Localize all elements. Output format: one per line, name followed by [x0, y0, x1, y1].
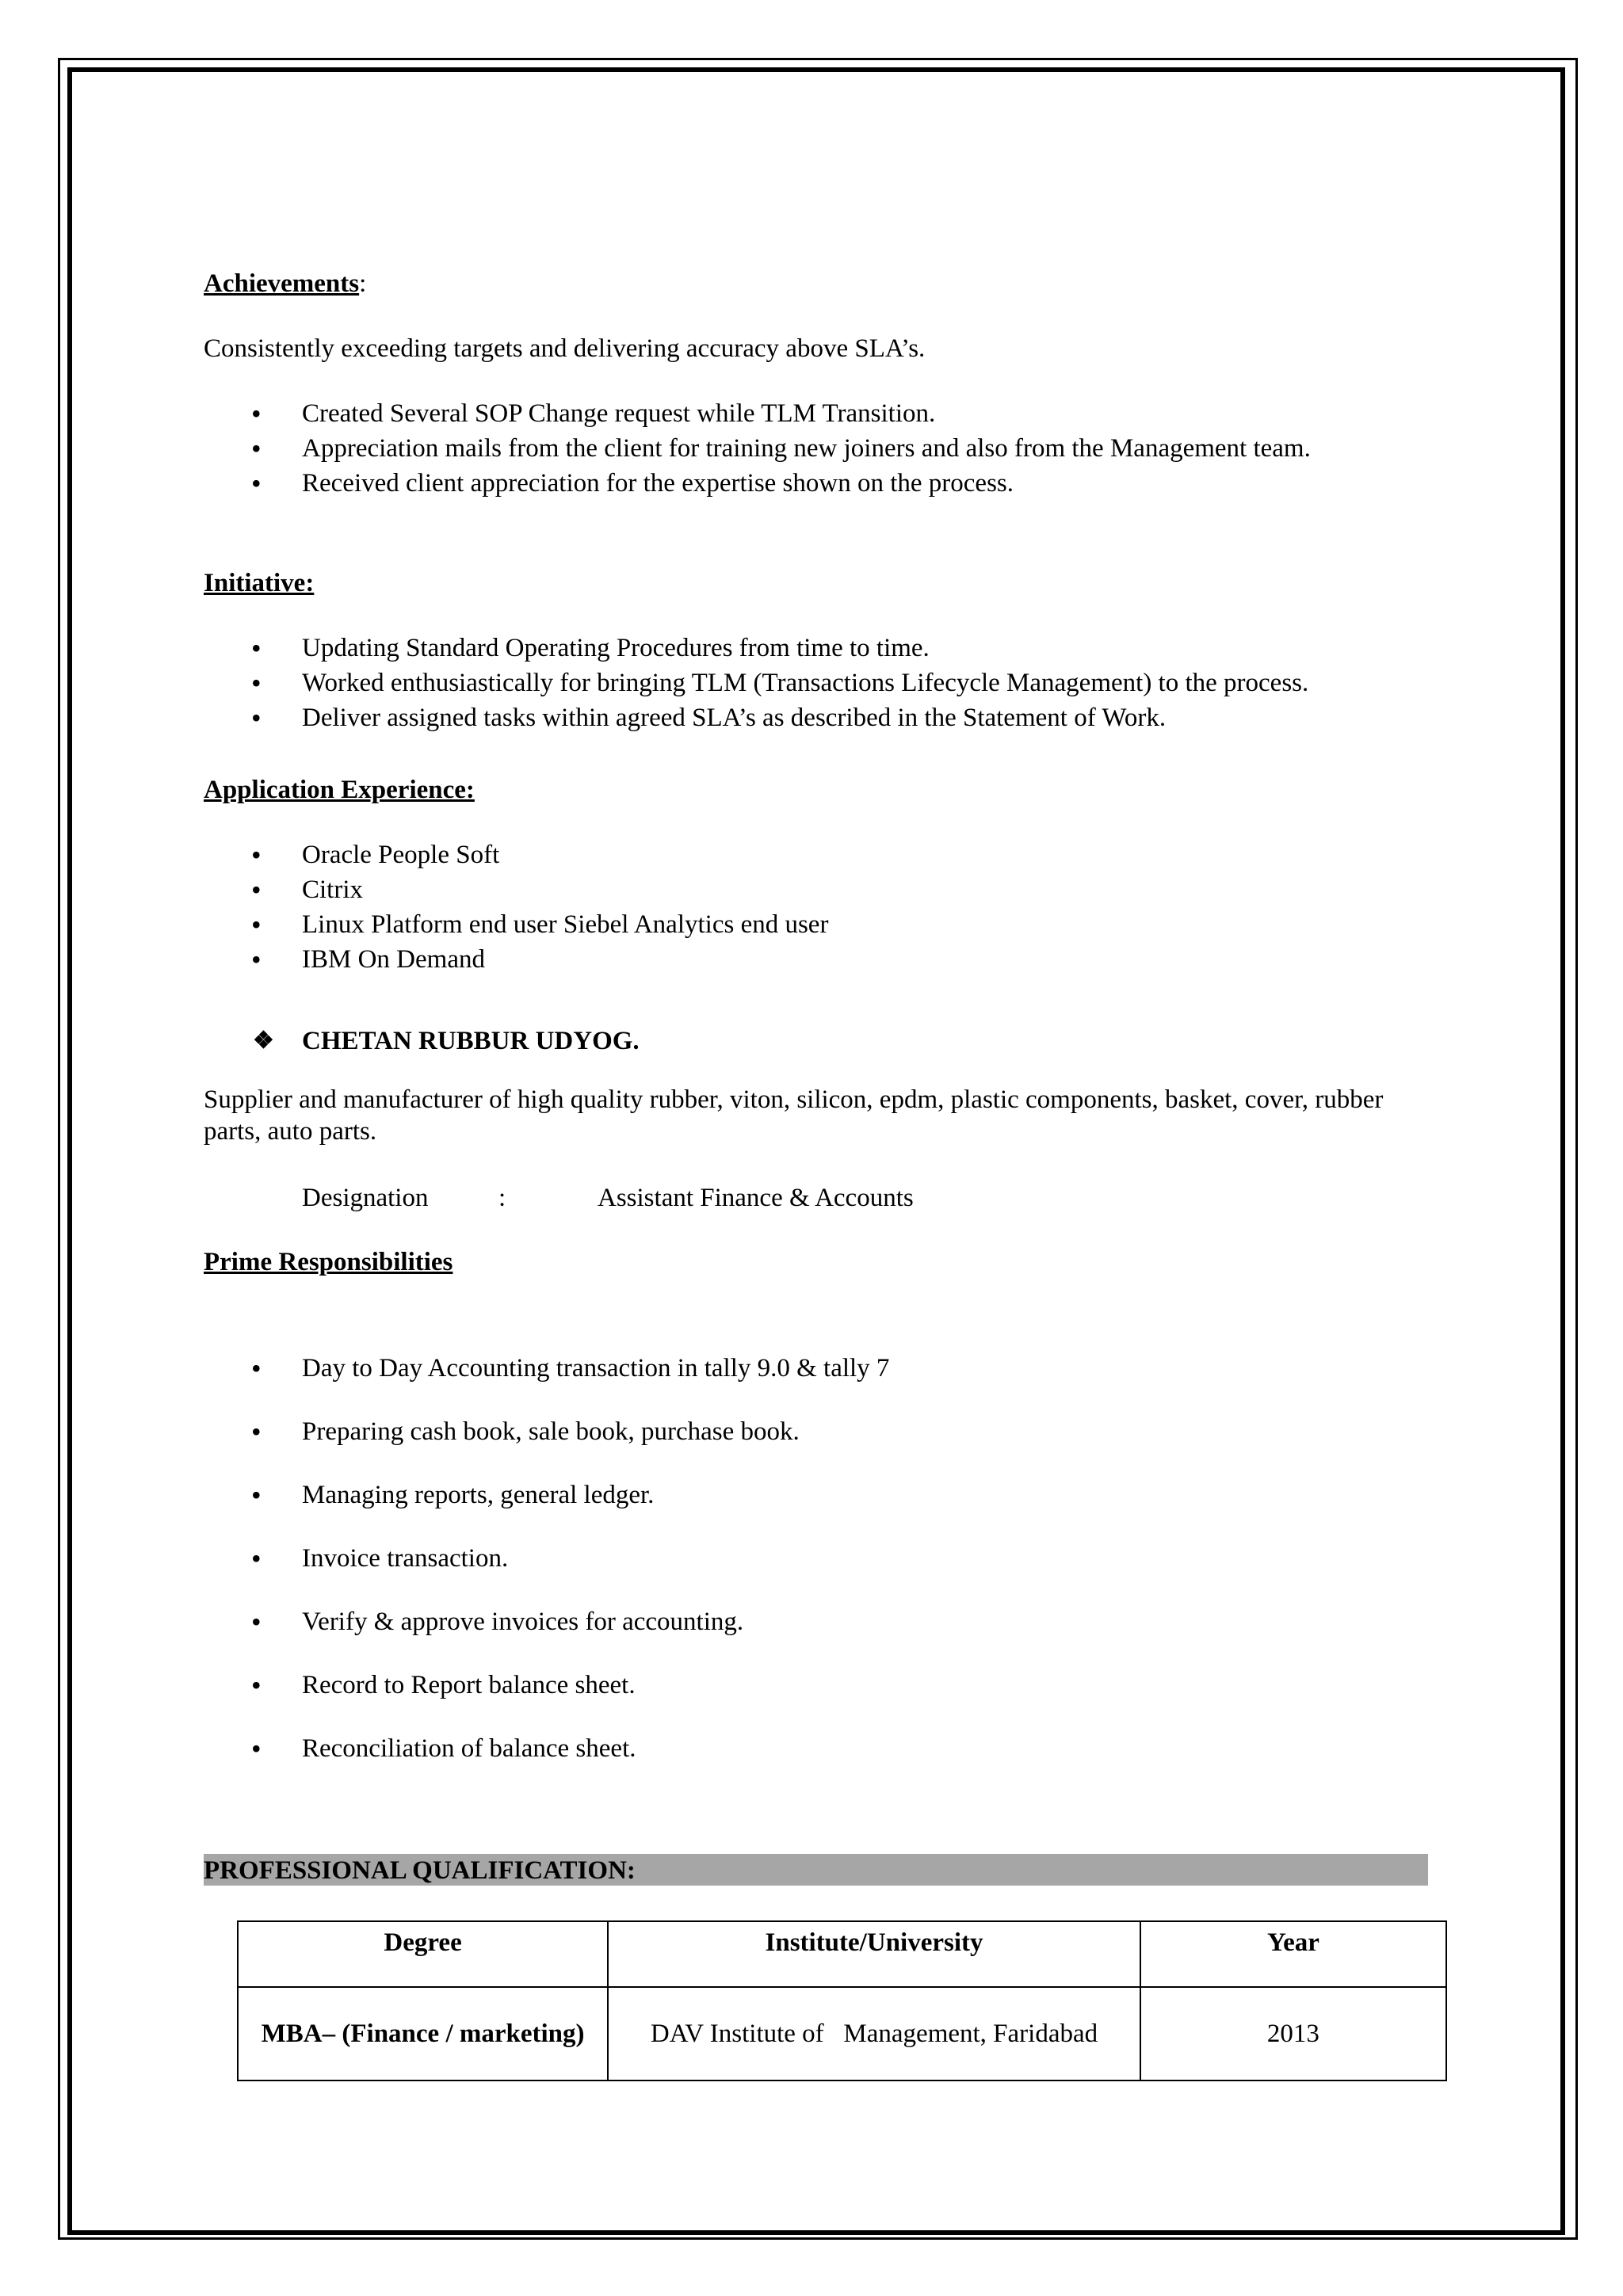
qualification-heading-bar — [204, 1854, 1428, 1886]
list-item: • Preparing cash book, sale book, purchase book. — [204, 1414, 889, 1449]
list-item: • Verify & approve invoices for accounting. — [204, 1604, 889, 1639]
company-description: Supplier and manufacturer of high quality rubber, viton, silicon, epdm, plastic components, basket, cover, rubber parts, auto parts. — [204, 1085, 1384, 1146]
list-item: • Updating Standard Operating Procedures from time to time. — [204, 631, 1308, 666]
company-name: CHETAN RUBBUR UDYOG. — [302, 1027, 640, 1055]
header-year: Year — [1140, 1921, 1446, 1987]
page-border-inner — [67, 67, 1565, 2235]
list-item: • Created Several SOP Change request while TLM Transition. — [204, 396, 1311, 431]
designation-colon: : — [498, 1184, 506, 1212]
achievements-intro: Consistently exceeding targets and delivering accuracy above SLA’s. — [204, 334, 926, 363]
list-item: • Oracle People Soft — [204, 837, 828, 872]
header-institute: Institute/University — [608, 1921, 1140, 1987]
designation-label: Designation — [302, 1184, 429, 1212]
list-item: • Worked enthusiastically for bringing TLM (Transactions Lifecycle Management) to the process. — [204, 666, 1308, 700]
prime-responsibilities-heading: Prime Responsibilities — [204, 1248, 453, 1276]
initiative-heading: Initiative: — [204, 569, 315, 597]
list-item: • Reconciliation of balance sheet. — [204, 1731, 889, 1766]
cell-year: 2013 — [1140, 1987, 1446, 2081]
achievements-heading-line — [204, 266, 366, 301]
cell-degree: MBA– (Finance / marketing) — [238, 1987, 608, 2081]
initiative-list — [204, 631, 1308, 735]
designation-value: Assistant Finance & Accounts — [598, 1184, 914, 1212]
diamond-bullet-icon: ❖ — [253, 1028, 274, 1054]
prime-responsibilities-list — [204, 1351, 889, 1794]
list-item: • Received client appreciation for the expertise shown on the process. — [204, 466, 1311, 501]
header-degree: Degree — [238, 1921, 608, 1987]
cell-institute: DAV Institute of Management, Faridabad — [608, 1987, 1140, 2081]
achievements-colon: : — [359, 269, 367, 298]
list-item: • Record to Report balance sheet. — [204, 1668, 889, 1703]
list-item: • Deliver assigned tasks within agreed SLA’s as described in the Statement of Work. — [204, 700, 1308, 735]
qualification-table — [237, 1920, 1447, 2081]
achievements-list — [204, 396, 1311, 501]
list-item: • Managing reports, general ledger. — [204, 1478, 889, 1512]
application-experience-list — [204, 837, 828, 977]
application-experience-heading: Application Experience: — [204, 776, 475, 804]
list-item: • Linux Platform end user Siebel Analytics end user — [204, 907, 828, 942]
list-item: • Citrix — [204, 872, 828, 907]
table-row — [238, 1987, 1446, 2081]
list-item: • IBM On Demand — [204, 942, 828, 977]
qualification-heading: PROFESSIONAL QUALIFICATION: — [204, 1856, 636, 1885]
list-item: • Day to Day Accounting transaction in tally 9.0 & tally 7 — [204, 1351, 889, 1386]
list-item: • Appreciation mails from the client for training new joiners and also from the Management team. — [204, 431, 1311, 466]
achievements-heading: Achievements — [204, 269, 360, 298]
table-header-row — [238, 1921, 1446, 1987]
list-item: • Invoice transaction. — [204, 1541, 889, 1576]
